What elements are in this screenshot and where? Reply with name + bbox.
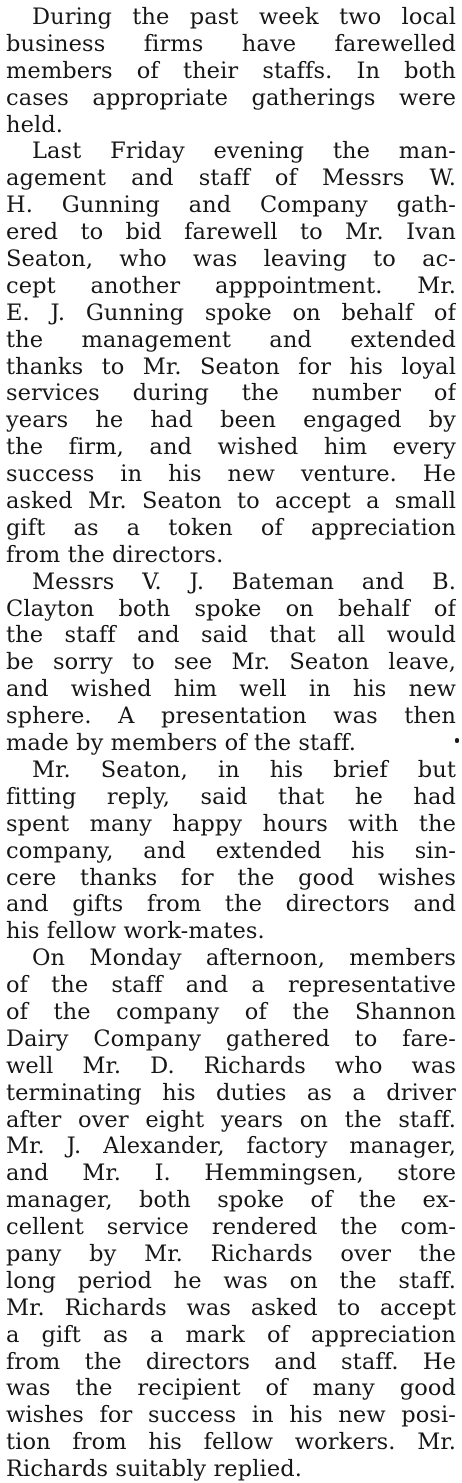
text-line: made by members of the staff. (6, 730, 356, 757)
text-line: tion from his fellow workers. Mr. (6, 1429, 456, 1456)
text-line: the management and extended (6, 326, 456, 353)
text-line: terminating his duties as a driver (6, 1079, 456, 1106)
text-line: Mr. J. Alexander, factory manager, (6, 1133, 456, 1160)
paragraph-shannon-dairy (6, 945, 456, 1483)
text-line: Mr. Seaton, in his brief but (32, 756, 456, 783)
article-column (6, 4, 456, 1483)
text-line: spent many happy hours with the (6, 810, 456, 837)
text-line: ered to bid farewell to Mr. Ivan (6, 219, 456, 246)
text-line: from the directors. (6, 541, 224, 568)
text-line: from the directors and staff. He (6, 1348, 456, 1375)
text-line: and gifts from the directors and (6, 891, 456, 918)
text-line: years he had been engaged by (6, 407, 456, 434)
text-line: Dairy Company gathered to fare- (6, 1025, 456, 1052)
paragraph-intro (6, 4, 456, 138)
text-line: business firms have farewelled (6, 30, 456, 57)
text-line: E. J. Gunning spoke on behalf of (6, 299, 456, 326)
text-line: of the company of the Shannon (6, 998, 456, 1025)
text-line: cases appropriate gatherings were (6, 84, 456, 111)
text-line: sphere. A presentation was then (6, 703, 456, 730)
text-line: the staff and said that all would (6, 622, 456, 649)
text-line: success in his new venture. He (6, 461, 456, 488)
text-line: and Mr. I. Hemmingsen, store (6, 1160, 456, 1187)
text-line: services during the number of (6, 380, 456, 407)
paragraph-seaton-reply (6, 757, 456, 945)
text-line: his fellow work-mates. (6, 918, 265, 945)
text-line: pany by Mr. Richards over the (6, 1240, 456, 1267)
text-line: agement and staff of Messrs W. (6, 165, 456, 192)
text-line: held. (6, 111, 64, 138)
text-line: members of their staffs. In both (6, 57, 456, 84)
text-line: cellent service rendered the com- (6, 1214, 456, 1241)
text-line: the firm, and wished him every (6, 434, 456, 461)
text-line: long period he was on the staff. (6, 1267, 456, 1294)
text-line: gift as a token of appreciation (6, 514, 456, 541)
text-line: cere thanks for the good wishes (6, 864, 456, 891)
text-line: and wished him well in his new (6, 676, 456, 703)
text-line: Messrs V. J. Bateman and B. (32, 568, 456, 595)
text-line: Richards suitably replied. (6, 1456, 302, 1483)
text-line: after over eight years on the staff. (6, 1106, 456, 1133)
paragraph-gunning-farewell (6, 138, 456, 568)
text-line: thanks to Mr. Seaton for his loyal (6, 353, 456, 380)
text-line: a gift as a mark of appreciation (6, 1321, 456, 1348)
text-line: of the staff and a representative (6, 972, 456, 999)
text-line: was the recipient of many good (6, 1375, 456, 1402)
text-line: H. Gunning and Company gath- (6, 192, 456, 219)
text-line: Clayton both spoke on behalf of (6, 595, 456, 622)
text-line: company, and extended his sin- (6, 837, 456, 864)
text-line: Mr. Richards was asked to accept (6, 1294, 456, 1321)
ink-speck (455, 738, 459, 743)
text-line: cept another apppointment. Mr. (6, 272, 456, 299)
text-line: asked Mr. Seaton to accept a small (6, 488, 456, 515)
paragraph-staff-presentation (6, 569, 456, 757)
text-line: be sorry to see Mr. Seaton leave, (6, 649, 456, 676)
text-line: On Monday afternoon, members (32, 945, 456, 972)
text-line: manager, both spoke of the ex- (6, 1187, 456, 1214)
text-line: wishes for success in his new posi- (6, 1402, 456, 1429)
text-line: well Mr. D. Richards who was (6, 1052, 456, 1079)
text-line: During the past week two local (32, 4, 456, 30)
text-line: Last Friday evening the man- (32, 138, 456, 165)
text-line: fitting reply, said that he had (6, 783, 456, 810)
text-line: Seaton, who was leaving to ac- (6, 246, 456, 273)
